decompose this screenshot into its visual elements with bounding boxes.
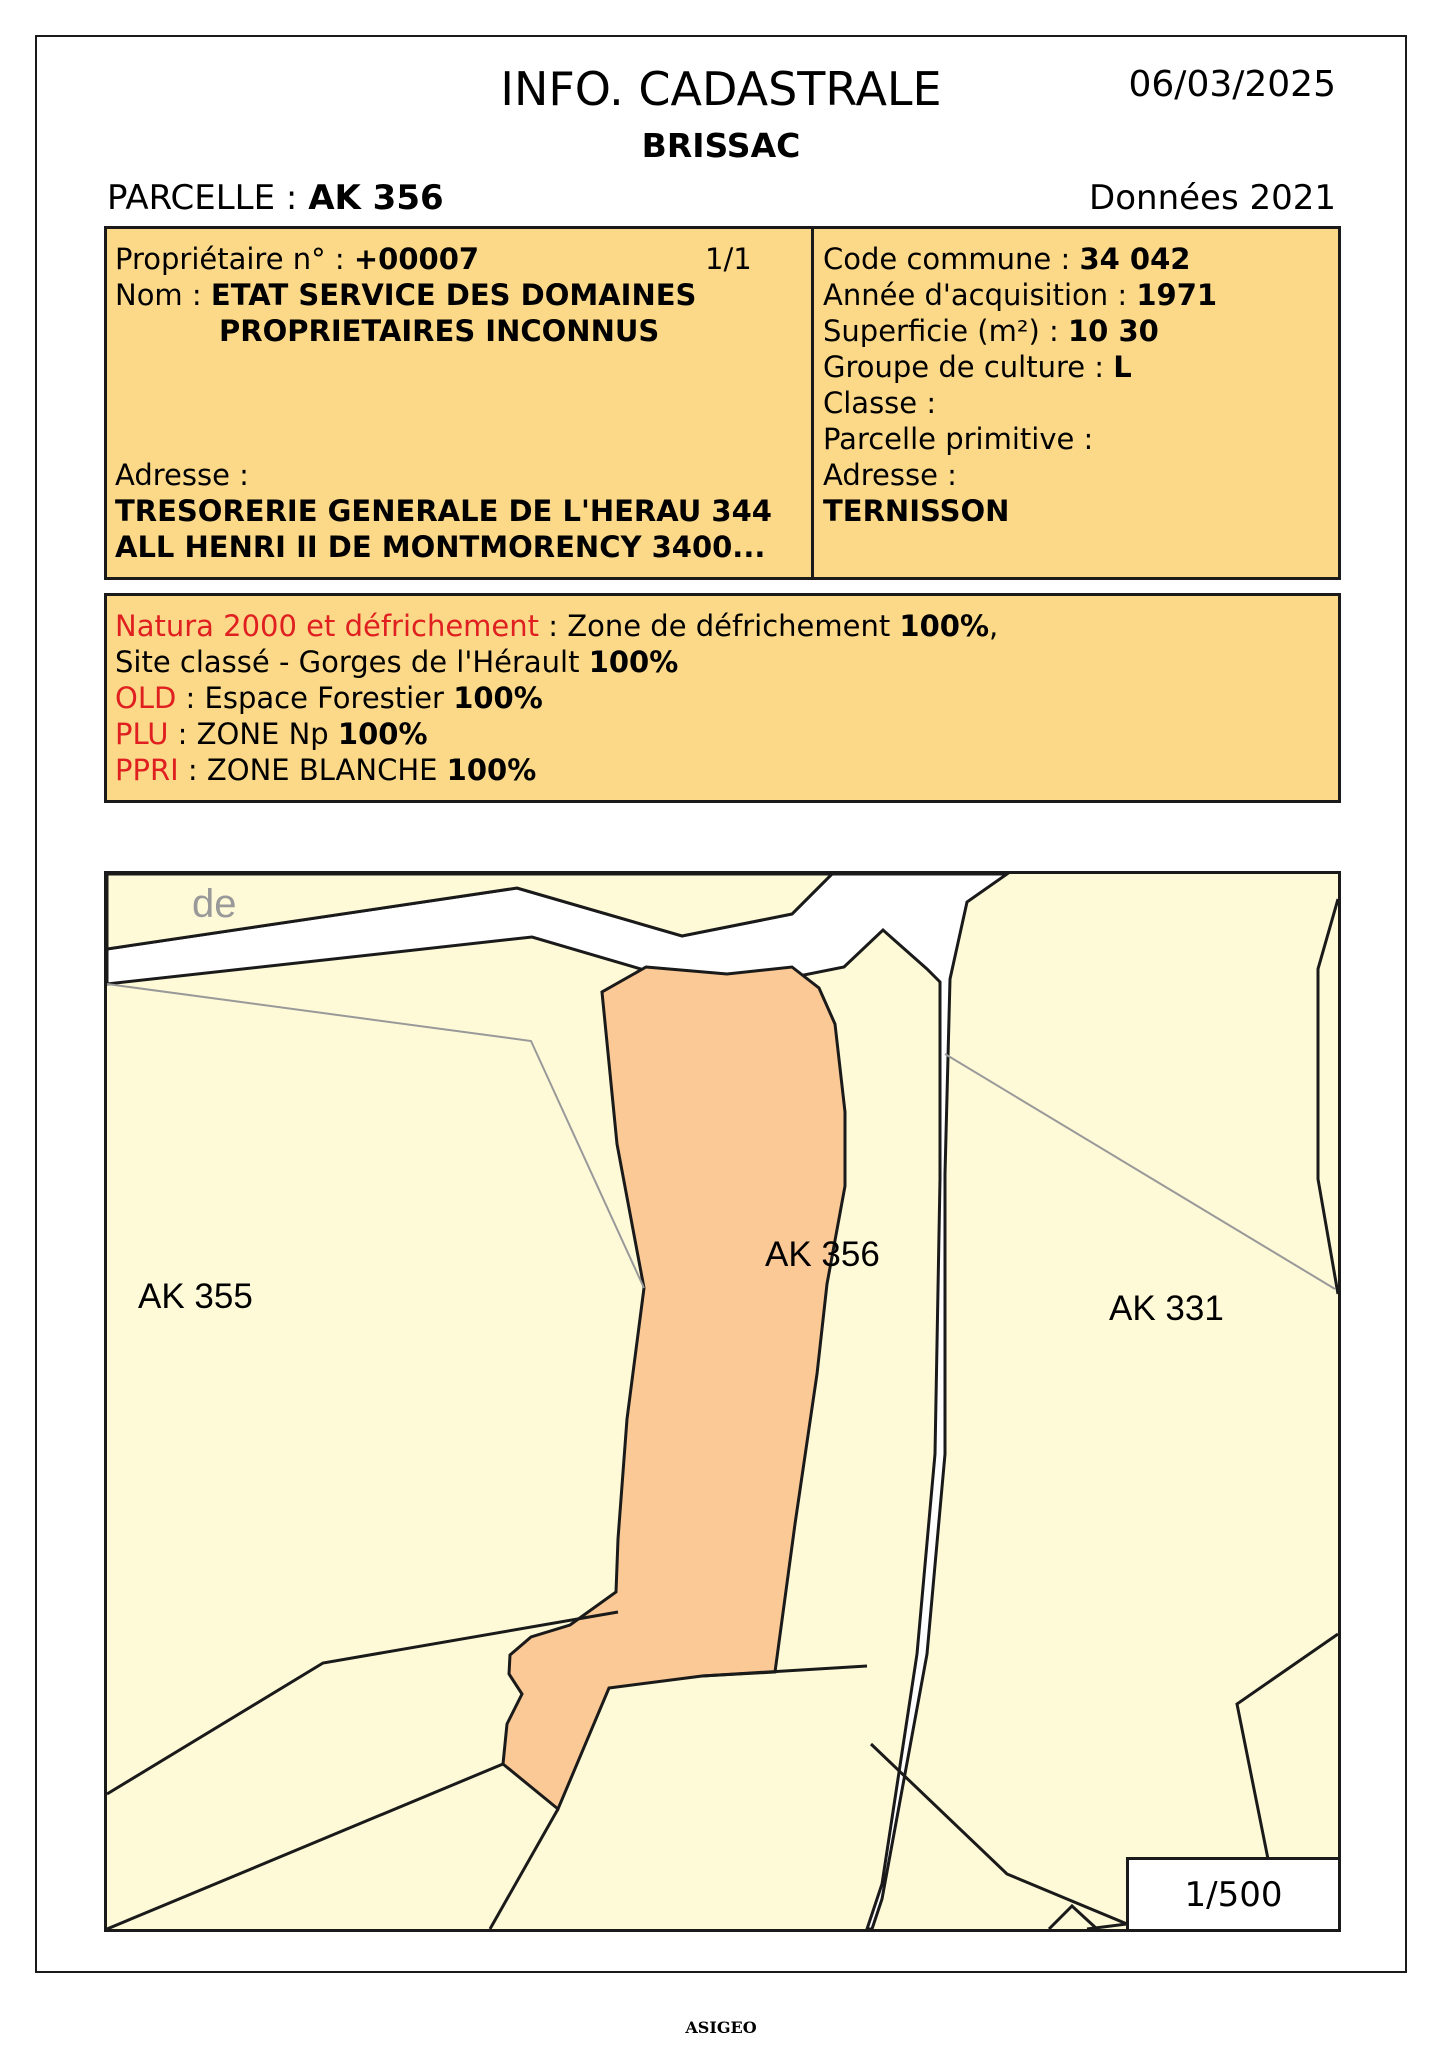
info-divider bbox=[811, 229, 814, 577]
parcel-address-label: Adresse : bbox=[823, 458, 957, 492]
owner-address-label: Adresse : bbox=[115, 458, 249, 492]
owner-number-label: Propriétaire n° : bbox=[115, 242, 345, 276]
acquisition-year: 1971 bbox=[1136, 278, 1218, 312]
commune-code-row bbox=[823, 241, 1333, 277]
class-label: Classe : bbox=[823, 386, 937, 420]
area-row bbox=[823, 313, 1333, 349]
commune-name: BRISSAC bbox=[641, 126, 801, 165]
parcel-boundary-lower-left-2 bbox=[107, 1764, 503, 1929]
road-label: de bbox=[192, 882, 237, 926]
zone-site-text: Site classé - Gorges de l'Hérault bbox=[115, 645, 589, 679]
parcel-boundary-right-bottom bbox=[871, 1744, 1127, 1929]
zone-old-pct: 100% bbox=[453, 681, 543, 715]
parcel-label-ak-331: AK 331 bbox=[1109, 1289, 1224, 1328]
owner-share: 1/1 bbox=[705, 242, 752, 276]
document-date: 06/03/2025 bbox=[1128, 64, 1336, 105]
parcel-label-ak-356: AK 356 bbox=[765, 1235, 880, 1274]
zone-site-pct: 100% bbox=[588, 645, 679, 679]
acquisition-year-label: Année d'acquisition : bbox=[823, 278, 1128, 312]
owner-name-line2: PROPRIETAIRES INCONNUS bbox=[219, 314, 660, 348]
data-year: Données 2021 bbox=[1089, 178, 1336, 218]
owner-address-line2: ALL HENRI II DE MONTMORENCY 3400... bbox=[115, 530, 766, 564]
zone-plu-text: : ZONE Np bbox=[168, 717, 338, 751]
parcel-column bbox=[823, 241, 1333, 529]
zone-ppri-label: PPRI bbox=[115, 753, 179, 787]
internal-boundary-355 bbox=[107, 984, 644, 1288]
parcel-id: AK 356 bbox=[308, 178, 444, 218]
culture-value: L bbox=[1113, 350, 1132, 384]
map-scale: 1/500 bbox=[1126, 1857, 1338, 1929]
internal-boundary-331 bbox=[945, 1054, 1335, 1289]
zone-old-text: : Espace Forestier bbox=[176, 681, 454, 715]
parcel-label: PARCELLE : bbox=[107, 178, 298, 218]
zone-ppri bbox=[115, 752, 998, 788]
zones-box bbox=[104, 593, 1341, 803]
culture-label: Groupe de culture : bbox=[823, 350, 1105, 384]
zone-old-label: OLD bbox=[115, 681, 177, 715]
owner-address-line1: TRESORERIE GENERALE DE L'HERAU 344 bbox=[115, 494, 772, 528]
acquisition-year-row bbox=[823, 277, 1333, 313]
document-title: INFO. CADASTRALE bbox=[500, 62, 942, 116]
zone-plu-label: PLU bbox=[115, 717, 169, 751]
zone-natura-text: : Zone de défrichement bbox=[539, 609, 900, 643]
culture-row bbox=[823, 349, 1333, 385]
zone-natura-end: , bbox=[989, 609, 999, 643]
area-label: Superficie (m²) : bbox=[823, 314, 1059, 348]
zone-site bbox=[115, 644, 998, 680]
owner-column bbox=[115, 241, 805, 565]
owner-name-label: Nom : bbox=[115, 278, 202, 312]
zone-plu-pct: 100% bbox=[337, 717, 428, 751]
primitive-parcel-label: Parcelle primitive : bbox=[823, 422, 1094, 456]
zone-natura bbox=[115, 608, 998, 644]
owner-name-line1: ETAT SERVICE DES DOMAINES bbox=[210, 278, 697, 312]
parcel-boundary-right bbox=[1318, 899, 1338, 1294]
parcel-label-ak-355: AK 355 bbox=[138, 1277, 253, 1316]
zone-natura-pct: 100% bbox=[899, 609, 990, 643]
cadastral-map bbox=[104, 871, 1341, 1932]
commune-code-label: Code commune : bbox=[823, 242, 1071, 276]
zones-list bbox=[115, 608, 998, 788]
owner-number: +00007 bbox=[353, 242, 480, 276]
footer-brand: ASIGEO bbox=[685, 2018, 757, 2037]
parcel-heading bbox=[107, 178, 444, 218]
commune-code: 34 042 bbox=[1079, 242, 1191, 276]
owner-name-row bbox=[115, 277, 805, 313]
zone-plu bbox=[115, 716, 998, 752]
parcel-boundary-bottom bbox=[490, 1809, 558, 1929]
parcel-address: TERNISSON bbox=[823, 494, 1010, 528]
map-drawing bbox=[107, 874, 1338, 1929]
owner-number-row bbox=[115, 241, 805, 277]
zone-ppri-pct: 100% bbox=[446, 753, 537, 787]
info-box bbox=[104, 226, 1341, 580]
zone-natura-label: Natura 2000 et défrichement bbox=[115, 609, 540, 643]
parcel-boundary-right-2 bbox=[1237, 1634, 1338, 1864]
zone-old bbox=[115, 680, 998, 716]
zone-ppri-text: : ZONE BLANCHE bbox=[178, 753, 447, 787]
area-value: 10 30 bbox=[1068, 314, 1159, 348]
